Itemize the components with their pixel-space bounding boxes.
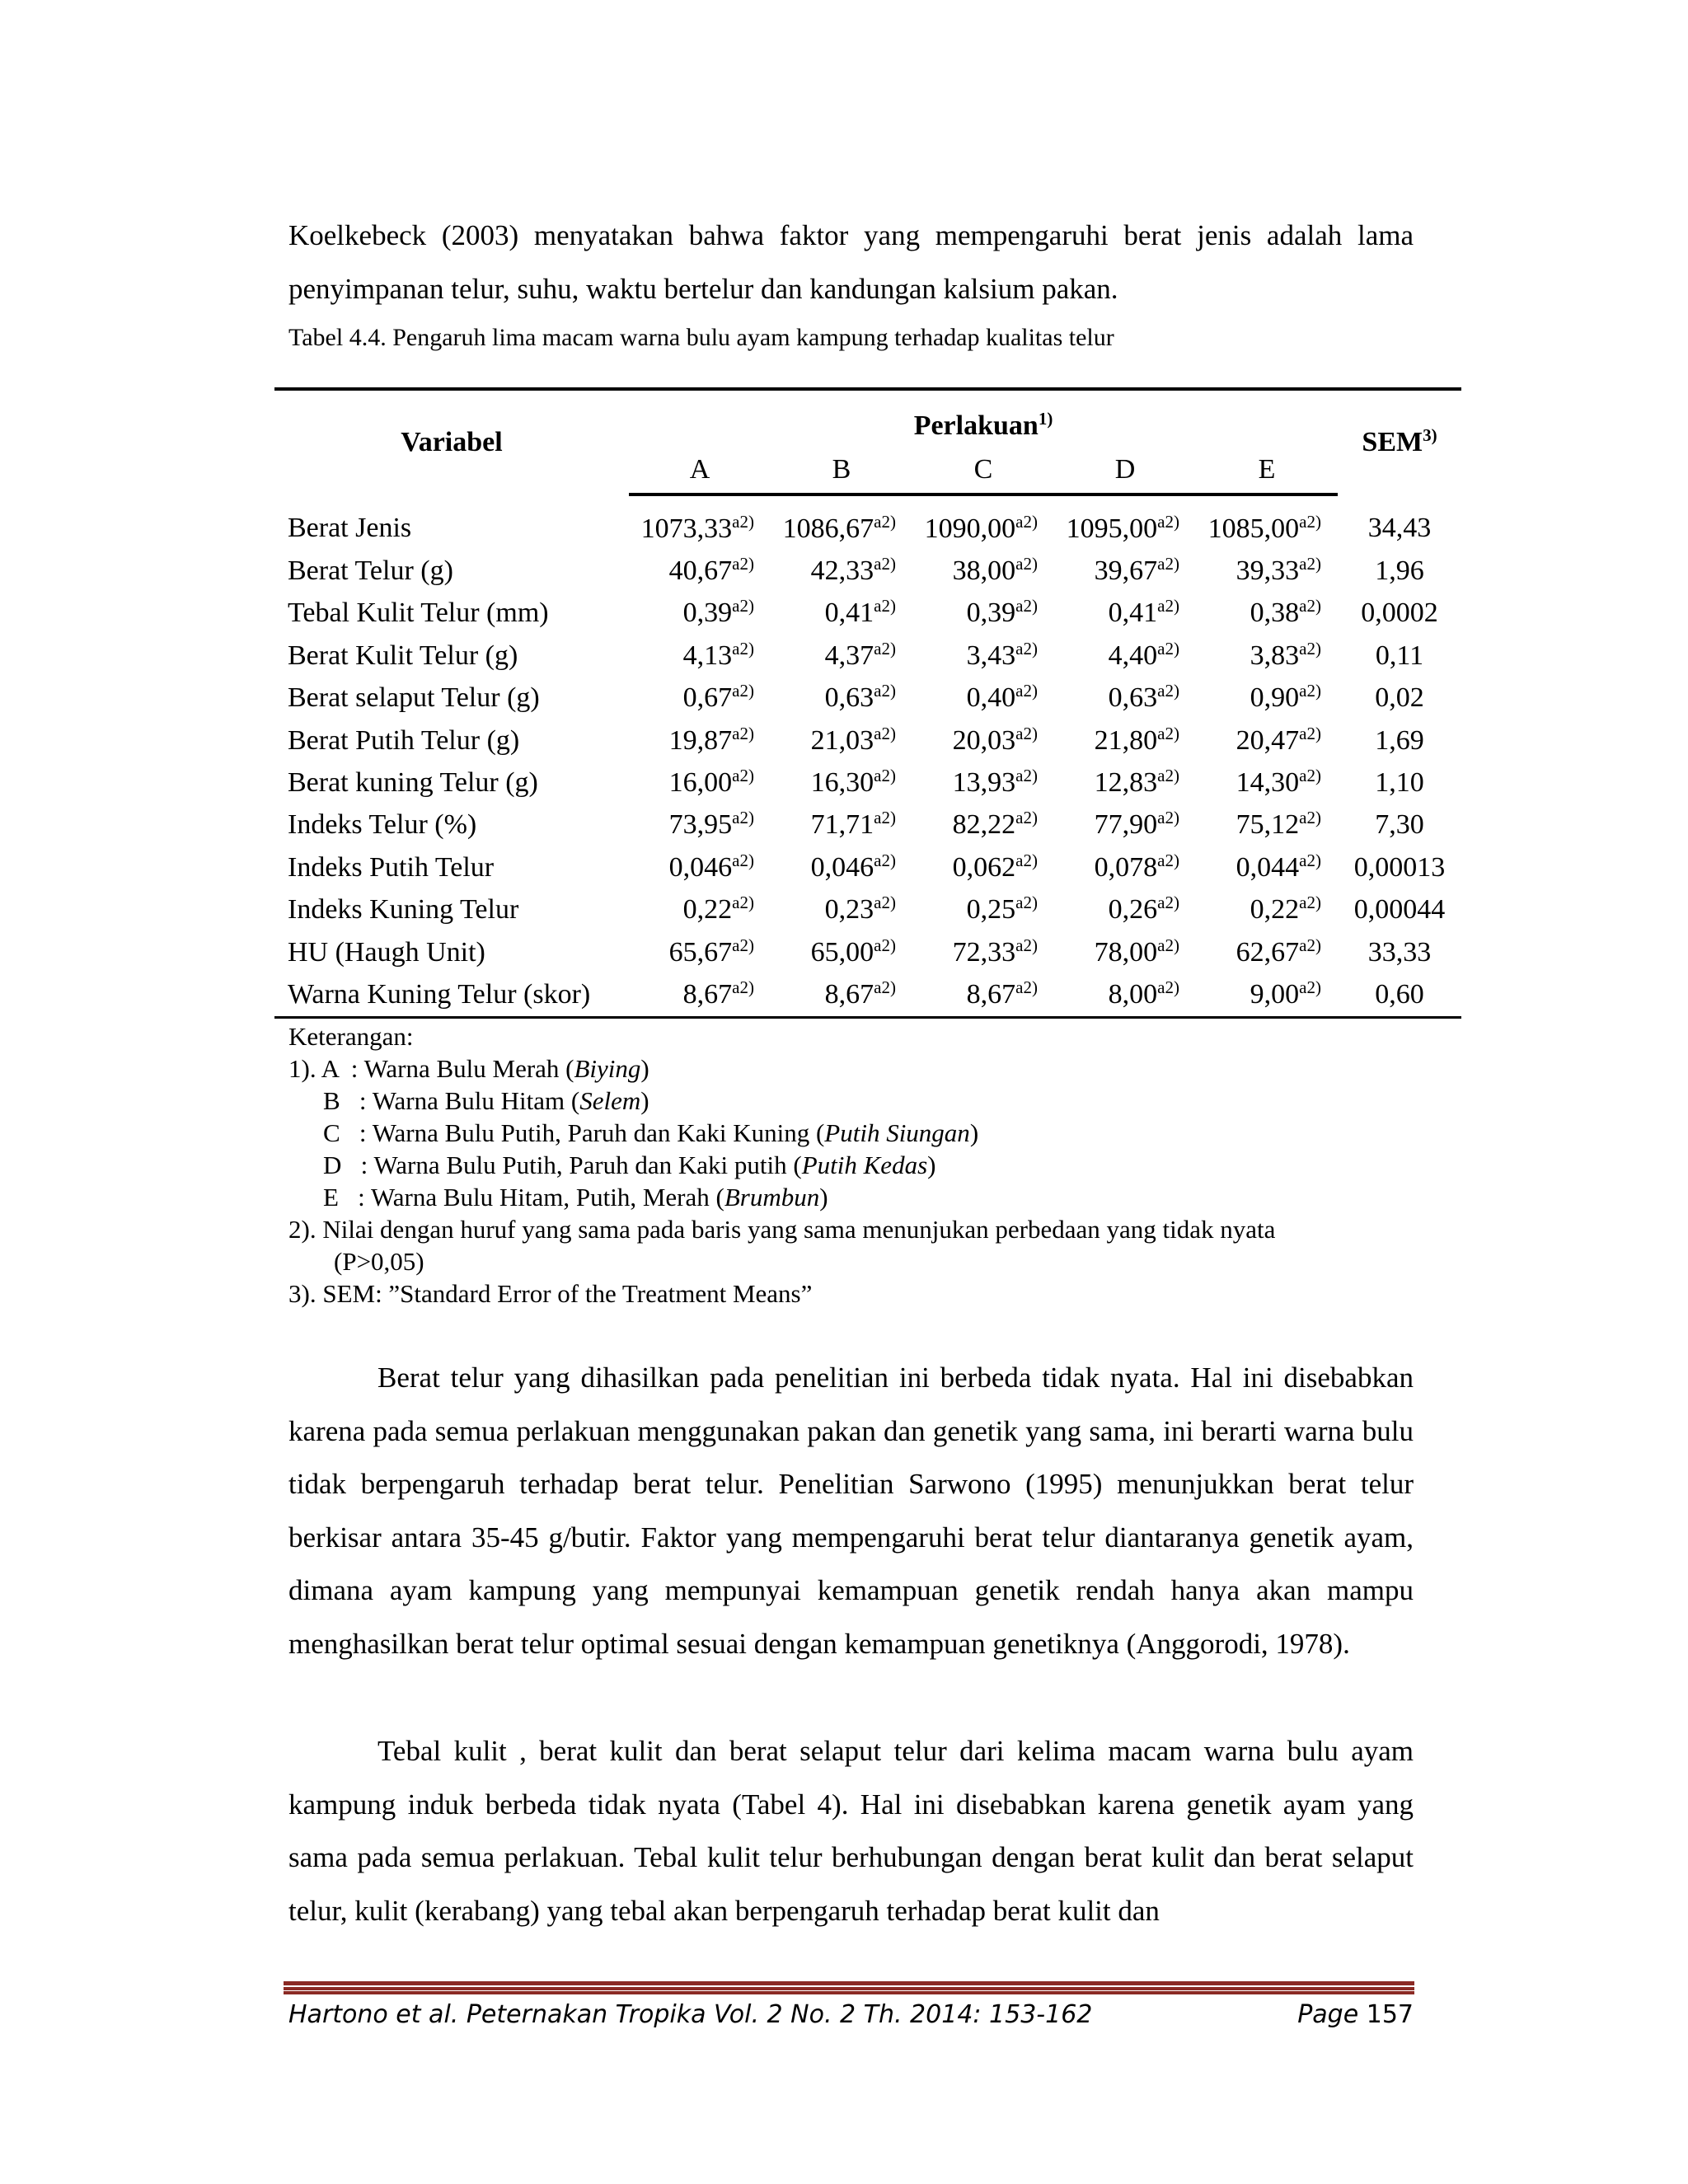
row-variable: Indeks Telur (%) <box>288 809 477 841</box>
row-variable: Berat kuning Telur (g) <box>288 767 538 799</box>
table-notes <box>288 1020 1275 1310</box>
table-body <box>274 494 1461 1017</box>
cell-value: $65,67^{a2)}$ <box>668 935 754 968</box>
intro-text: Koelkebeck (2003) menyatakan bahwa faktor yang mempengaruhi berat jenis adalah lama penyimpanan telur, suhu, waktu bertelur dan kandungan kalsium pakan. <box>288 219 1414 305</box>
cell-value: $0,38^{a2)}$ <box>1250 596 1321 629</box>
cell-value: $39,33^{a2)}$ <box>1236 554 1321 587</box>
cell-value: $0,044^{a2)}$ <box>1236 850 1321 883</box>
footer-rule <box>284 1981 1414 1994</box>
table-caption: Tabel 4.4. Pengaruh lima macam warna bulu ayam kampung terhadap kualitas telur <box>288 324 1114 351</box>
cell-value: $0,67^{a2)}$ <box>682 681 754 714</box>
footer-citation: Hartono et al. Peternakan Tropika Vol. 2 No. 2 Th. 2014: 153-162 <box>288 2000 1093 2029</box>
page-number: 157 <box>1366 2000 1414 2029</box>
treatment-definition: 1). A : Warna Bulu Merah (Biying) <box>288 1054 649 1083</box>
cell-value: $1073,33^{a2)}$ <box>640 511 754 544</box>
table-row <box>274 762 1461 804</box>
treatment-definitions <box>288 1052 1275 1213</box>
cell-value: $0,22^{a2)}$ <box>1250 893 1321 926</box>
note-significance: 2). Nilai dengan huruf yang sama pada baris yang sama menunjukan perbedaan yang tidak nyata <box>288 1215 1276 1244</box>
header-treatment-e: E <box>1196 447 1338 494</box>
cell-value: $9,00^{a2)}$ <box>1196 973 1338 1017</box>
treatment-definition: C : Warna Bulu Putih, Paruh dan Kaki Kuning (Putih Siungan) <box>323 1118 979 1147</box>
row-variable: Warna Kuning Telur (skor) <box>274 973 629 1017</box>
row-variable: Tebal Kulit Telur (mm) <box>288 598 549 629</box>
cell-value: $0,63^{a2)}$ <box>1108 681 1179 714</box>
note-significance-cont: (P>0,05) <box>334 1247 424 1276</box>
table-row <box>274 593 1461 635</box>
body-paragraph-1: Berat telur yang dihasilkan pada penelitian ini berbeda tidak nyata. Hal ini disebabkan karena pada semua perlakuan menggunakan pakan dan genetik yang sama, ini berarti warna bulu tidak berpengaruh terhadap berat telur. Penelitian Sarwono (1995) menunjukkan berat telur berkisar antara 35-45 g/butir. Faktor yang mempengaruhi berat telur diantaranya genetik ayam, dimana ayam kampung yang mempunyai kemampuan genetik rendah hanya akan mampu menghasilkan berat telur optimal sesuai dengan kemampuan genetiknya (Anggorodi, 1978). <box>288 1361 1414 1660</box>
treatment-definition: B : Warna Bulu Hitam (Selem) <box>323 1086 649 1115</box>
header-sem: SEM$^{3)}$ <box>1338 389 1461 494</box>
cell-value: $4,40^{a2)}$ <box>1108 638 1179 671</box>
footer-page <box>1297 2000 1414 2029</box>
cell-sem: 1,10 <box>1375 767 1424 799</box>
row-variable: Indeks Putih Telur <box>288 851 495 883</box>
table-row <box>274 804 1461 846</box>
row-variable: HU (Haugh Unit) <box>288 936 485 968</box>
table-row <box>274 846 1461 888</box>
cell-sem: 0,60 <box>1338 973 1461 1017</box>
table-row <box>274 973 1461 1017</box>
notes-title: Keterangan: <box>288 1022 414 1051</box>
cell-sem: 1,96 <box>1375 555 1424 587</box>
cell-value: $8,67^{a2)}$ <box>629 973 771 1017</box>
cell-sem: 0,0002 <box>1361 598 1438 629</box>
cell-value: $0,25^{a2)}$ <box>966 893 1038 926</box>
row-variable: Berat Jenis <box>288 512 412 543</box>
header-variable: Variabel <box>274 389 629 494</box>
cell-value: $12,83^{a2)}$ <box>1094 766 1179 799</box>
cell-value: $0,63^{a2)}$ <box>824 681 896 714</box>
cell-value: $78,00^{a2)}$ <box>1094 935 1179 968</box>
cell-value: $73,95^{a2)}$ <box>668 808 754 841</box>
cell-value: $65,00^{a2)}$ <box>810 935 896 968</box>
cell-value: $0,22^{a2)}$ <box>682 893 754 926</box>
treatment-definition: E : Warna Bulu Hitam, Putih, Merah (Brumbun) <box>323 1183 828 1212</box>
cell-value: $82,22^{a2)}$ <box>952 808 1038 841</box>
header-treatment-b: B <box>771 447 912 494</box>
cell-value: $13,93^{a2)}$ <box>952 766 1038 799</box>
cell-value: $42,33^{a2)}$ <box>810 554 896 587</box>
cell-value: $0,046^{a2)}$ <box>668 850 754 883</box>
cell-value: $16,00^{a2)}$ <box>668 766 754 799</box>
cell-value: $0,062^{a2)}$ <box>952 850 1038 883</box>
note-sem: 3). SEM: ”Standard Error of the Treatment Means” <box>288 1279 813 1308</box>
cell-value: $8,67^{a2)}$ <box>912 973 1054 1017</box>
cell-sem: 0,00044 <box>1353 894 1446 926</box>
cell-sem: 1,69 <box>1375 724 1424 756</box>
cell-value: $0,39^{a2)}$ <box>966 596 1038 629</box>
cell-value: $39,67^{a2)}$ <box>1094 554 1179 587</box>
cell-value: $19,87^{a2)}$ <box>668 723 754 756</box>
cell-value: $40,67^{a2)}$ <box>668 554 754 587</box>
page-label: Page <box>1297 2000 1359 2029</box>
intro-paragraph <box>288 209 1414 316</box>
cell-value: $0,046^{a2)}$ <box>810 850 896 883</box>
cell-value: $8,00^{a2)}$ <box>1054 973 1196 1017</box>
cell-value: $62,67^{a2)}$ <box>1236 935 1321 968</box>
cell-value: $0,40^{a2)}$ <box>966 681 1038 714</box>
cell-value: $71,71^{a2)}$ <box>810 808 896 841</box>
cell-value: $21,03^{a2)}$ <box>810 723 896 756</box>
cell-value: $21,80^{a2)}$ <box>1094 723 1179 756</box>
cell-value: $1085,00^{a2)}$ <box>1207 511 1321 544</box>
cell-value: $16,30^{a2)}$ <box>810 766 896 799</box>
header-treatment-d: D <box>1054 447 1196 494</box>
row-variable: Berat Kulit Telur (g) <box>288 640 518 671</box>
cell-value: $1086,67^{a2)}$ <box>782 511 896 544</box>
cell-value: $0,078^{a2)}$ <box>1094 850 1179 883</box>
cell-value: $77,90^{a2)}$ <box>1094 808 1179 841</box>
row-variable: Berat selaput Telur (g) <box>288 682 540 714</box>
header-treatment-a: A <box>629 447 771 494</box>
row-variable: Indeks Kuning Telur <box>288 894 519 926</box>
cell-sem: 0,00013 <box>1353 851 1446 883</box>
table-row <box>274 931 1461 973</box>
cell-value: $0,39^{a2)}$ <box>682 596 754 629</box>
table-row <box>274 677 1461 719</box>
cell-value: $0,90^{a2)}$ <box>1250 681 1321 714</box>
cell-value: $0,41^{a2)}$ <box>1108 596 1179 629</box>
treatment-definition: D : Warna Bulu Putih, Paruh dan Kaki putih (Putih Kedas) <box>323 1151 936 1179</box>
cell-value: $72,33^{a2)}$ <box>952 935 1038 968</box>
cell-value: $3,43^{a2)}$ <box>966 638 1038 671</box>
cell-sem: 33,33 <box>1367 936 1432 968</box>
cell-value: $20,03^{a2)}$ <box>952 723 1038 756</box>
header-treatment-c: C <box>912 447 1054 494</box>
cell-sem: 34,43 <box>1367 512 1432 543</box>
cell-sem: 7,30 <box>1375 809 1424 841</box>
cell-sem: 0,02 <box>1375 682 1424 714</box>
table-row <box>274 889 1461 931</box>
cell-value: $3,83^{a2)}$ <box>1250 638 1321 671</box>
table-row <box>274 494 1461 550</box>
table-row <box>274 550 1461 592</box>
table-row <box>274 719 1461 762</box>
row-variable: Berat Telur (g) <box>288 555 453 587</box>
table-row <box>274 635 1461 677</box>
cell-sem: 0,11 <box>1375 640 1424 671</box>
cell-value: $75,12^{a2)}$ <box>1236 808 1321 841</box>
row-variable: Berat Putih Telur (g) <box>288 724 520 756</box>
cell-value: $0,26^{a2)}$ <box>1108 893 1179 926</box>
body-paragraph-2: Tebal kulit , berat kulit dan berat selaput telur dari kelima macam warna bulu ayam kampung induk berbeda tidak nyata (Tabel 4). Hal ini disebabkan karena genetik ayam yang sama pada semua perlakuan. Tebal kulit telur berhubungan dengan berat kulit dan berat selaput telur, kulit (kerabang) yang tebal akan berpengaruh terhadap berat kulit dan <box>288 1735 1414 1927</box>
cell-value: $4,37^{a2)}$ <box>824 638 896 671</box>
cell-value: $20,47^{a2)}$ <box>1236 723 1321 756</box>
cell-value: $1095,00^{a2)}$ <box>1066 511 1179 544</box>
cell-value: $0,23^{a2)}$ <box>824 893 896 926</box>
cell-value: $4,13^{a2)}$ <box>682 638 754 671</box>
results-table <box>274 387 1461 1019</box>
cell-value: $0,41^{a2)}$ <box>824 596 896 629</box>
cell-value: $14,30^{a2)}$ <box>1236 766 1321 799</box>
cell-value: $8,67^{a2)}$ <box>771 973 912 1017</box>
cell-value: $38,00^{a2)}$ <box>952 554 1038 587</box>
cell-value: $1090,00^{a2)}$ <box>924 511 1038 544</box>
header-treatment: Perlakuan$^{1)}$ <box>629 389 1338 447</box>
